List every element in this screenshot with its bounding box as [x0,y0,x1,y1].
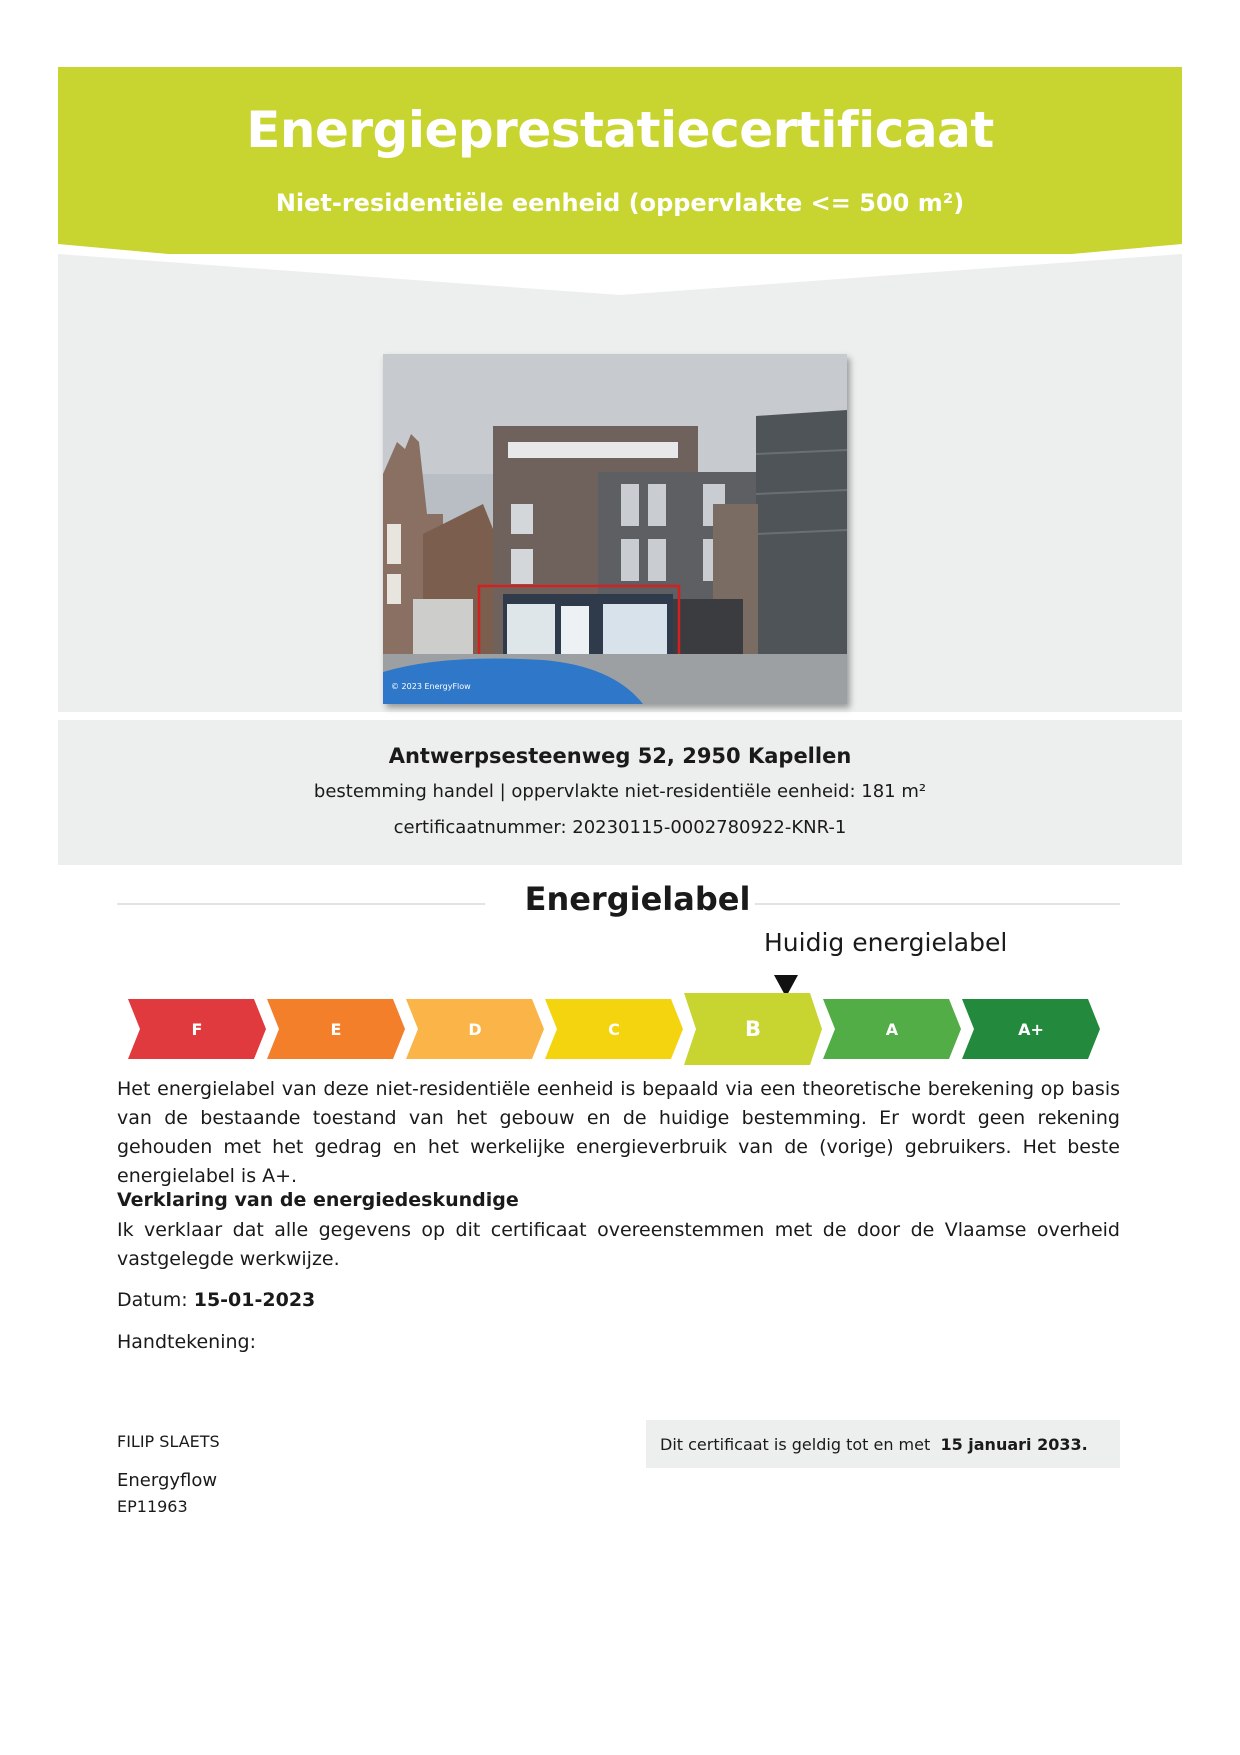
expert-id: EP11963 [117,1497,188,1516]
validity-date: 15 januari 2033 [940,1434,1082,1454]
certificate-number: certificaatnummer: 20230115-0002780922-KNR-1 [393,817,847,838]
property-info-panel [58,720,1182,865]
energy-label-c [545,999,683,1059]
declaration-title: Verklaring van de energiedeskundige [117,1189,519,1211]
label-explanation: Het energielabel van deze niet-residentiële eenheid is bepaald via een theoretische berekening op basis van de bestaande toestand van het gebouw en de huidige bestemming. Er wordt geen rekening gehouden met het gedrag en het werkelijke energieverbruik van de (vorige) gebruikers. Het beste energielabel is A+. [117,1078,1120,1187]
energy-label-a [823,999,961,1059]
declaration-text: Ik verklaar dat alle gegevens op dit certificaat overeenstemmen met de door de Vlaamse overheid vastgelegde werkwijze. [117,1219,1120,1270]
date-label: Datum: [117,1289,188,1311]
energy-label-title: Energielabel [524,880,751,918]
energy-label-text: C [608,1019,620,1039]
validity-prefix: Dit certificaat is geldig tot en met [660,1434,931,1454]
property-usage: bestemming handel | oppervlakte niet-residentiële eenheid: 181 m² [313,781,927,802]
declaration-date [117,1289,315,1311]
date-value: 15-01-2023 [193,1289,316,1311]
validity-box [646,1420,1120,1468]
document-subtitle: Niet-residentiële eenheid (oppervlakte <= 500 m²) [275,189,965,217]
property-address: Antwerpsesteenweg 52, 2950 Kapellen [388,744,852,768]
energy-label-text: F [191,1019,203,1039]
energy-label-text: A [885,1019,899,1039]
current-label-caption: Huidig energielabel [764,928,1008,957]
energy-label-f [128,999,266,1059]
energy-label-scale [128,993,1114,1065]
energy-label-text: A+ [1018,1019,1044,1039]
signature-label: Handtekening: [117,1331,257,1353]
validity-suffix: . [1081,1434,1088,1454]
photo-copyright: © 2023 EnergyFlow [391,682,471,691]
energy-label-text: E [330,1019,342,1039]
energy-label-text: D [468,1019,482,1039]
energy-label-text: B [744,1017,761,1041]
energy-label-d [406,999,544,1059]
expert-company: Energyflow [117,1470,218,1491]
energy-label-a-plus [962,999,1100,1059]
document-title: Energieprestatiecertificaat [246,101,994,159]
panel-top-chevron [58,254,1182,310]
expert-name: FILIP SLAETS [117,1432,220,1451]
energy-label-e [267,999,405,1059]
building-photo [383,354,847,704]
energy-label-b [684,993,822,1065]
